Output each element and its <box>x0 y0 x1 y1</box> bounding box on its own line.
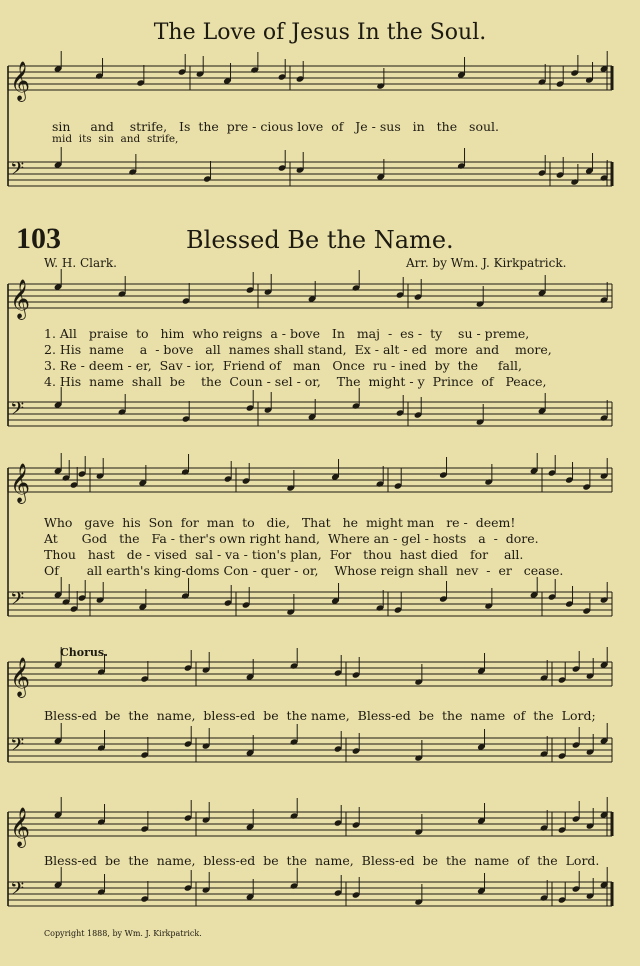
chorus-line-2: Bless-ed be the name, bless-ed be the name, Bless-ed be the name of the Lord. <box>44 853 600 868</box>
verse-line: 2. His name a - bove all names shall stand, Ex - alt - ed more and more, <box>44 342 552 357</box>
svg-text:𝄢: 𝄢 <box>10 589 25 614</box>
svg-text:𝄢: 𝄢 <box>10 399 25 424</box>
verse-line: 4. His name shall be the Coun - sel - or, The might - y Prince of Peace, <box>44 374 547 389</box>
copyright-notice: Copyright 1888, by Wm. J. Kirkpatrick. <box>44 929 202 938</box>
verse-line: Who gave his Son for man to die, That he might man re - deem! <box>44 515 516 530</box>
svg-text:𝄞: 𝄞 <box>10 463 31 503</box>
verse-line: At God the Fa - ther's own right hand, Where an - gel - hosts a - dore. <box>44 531 539 546</box>
hymn-number: 103 <box>16 222 61 255</box>
author-credit: W. H. Clark. <box>44 256 117 270</box>
svg-text:𝄞: 𝄞 <box>10 657 31 697</box>
verse-line: 3. Re - deem - er, Sav - ior, Friend of man Once ru - ined by the fall, <box>44 358 522 373</box>
chorus-label: Chorus. <box>60 646 108 659</box>
prev-hymn-title: The Love of Jesus In the Soul. <box>153 20 487 45</box>
verse-line: Of all earth's king-doms Con - quer - or, Whose reign shall nev - er cease. <box>44 563 564 578</box>
hymn-title: Blessed Be the Name. <box>186 226 454 254</box>
prev-hymn-lyrics-alt: mid its sin and strife, <box>52 133 179 145</box>
arranger-credit: Arr. by Wm. J. Kirkpatrick. <box>406 256 567 270</box>
chorus-line-1: Bless-ed be the name, bless-ed be the name, Bless-ed be the name of the Lord; <box>44 708 596 723</box>
verse-line: Thou hast de - vised sal - va - tion's plan, For thou hast died for all. <box>44 547 524 562</box>
svg-text:𝄞: 𝄞 <box>10 807 31 847</box>
svg-text:𝄞: 𝄞 <box>10 279 31 319</box>
svg-text:𝄢: 𝄢 <box>10 735 25 760</box>
verse-line: 1. All praise to him who reigns a - bove In maj - es - ty su - preme, <box>44 326 530 341</box>
svg-text:𝄢: 𝄢 <box>10 159 25 184</box>
svg-text:𝄢: 𝄢 <box>10 879 25 904</box>
svg-text:𝄞: 𝄞 <box>10 61 31 101</box>
prev-hymn-lyrics: sin and strife, Is the pre - cious love of Je - sus in the soul. <box>52 119 499 134</box>
